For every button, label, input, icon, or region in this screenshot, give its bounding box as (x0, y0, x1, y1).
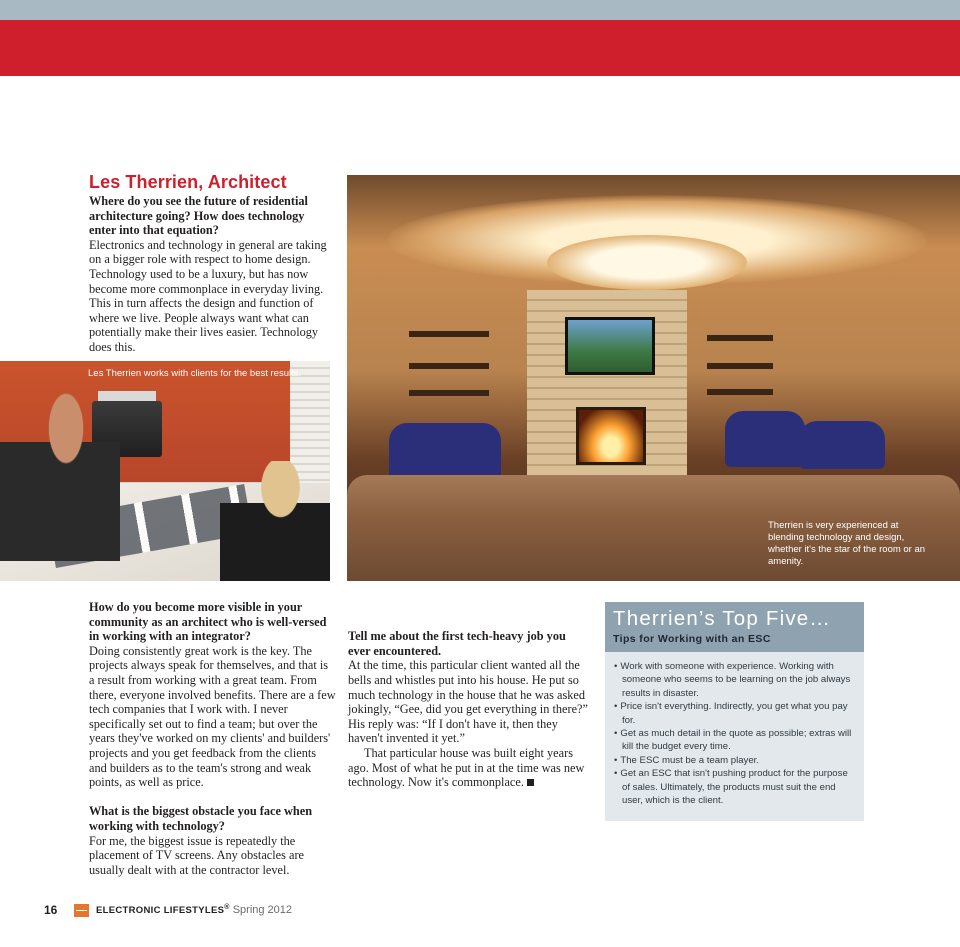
television (565, 317, 655, 375)
tip-item: • Get as much detail in the quote as possible; extras will kill the budget every time. (614, 727, 854, 754)
tip-item: • Work with someone with experience. Working with someone who seems to be learning on the job always results in disaster. (614, 660, 854, 700)
question-visibility: How do you become more visible in your community as an architect who is well-versed in working with an integrator? (89, 600, 327, 644)
living-room-caption: Therrien is very experienced at blending technology and design, whether it's the star of the room or an amenity. (768, 520, 926, 567)
page-footer (44, 903, 292, 917)
office-photo-caption: Les Therrien works with clients for the best results. (88, 368, 302, 379)
column-middle (348, 600, 588, 790)
answer-obstacle: For me, the biggest issue is repeatedly the placement of TV screens. Any obstacles are usually dealt with at the contractor level. (89, 833, 305, 877)
ceiling-dome (547, 235, 747, 290)
question-obstacle: What is the biggest obstacle you face when working with technology? (89, 804, 313, 833)
wall-shelf (707, 335, 773, 341)
tip-item: • Price isn't everything. Indirectly, you get what you pay for. (614, 700, 854, 727)
wall-shelf (409, 363, 489, 369)
sidebar-title: Therrien’s Top Five… (613, 607, 832, 630)
sidebar-header (605, 602, 864, 652)
answer-visibility: Doing consistently great work is the key. The projects always speak for themselves, and that is a result from working with a great team. From there, everyone involved benefits. There are a few tech companies that I work with. I never specifically set out to find a team; but over the years they've worked on my clients' and builders' projects and you get feedback from the clients and builders as to the team's strong and weak points, as well as price. (89, 643, 336, 790)
tips-list (605, 652, 864, 807)
article-title: Les Therrien, Architect (89, 172, 287, 192)
wall-shelf (409, 331, 489, 337)
answer-first-job: At the time, this particular client wanted all the bells and whistles put into his house. He put so much technology in the house that he was asked jokingly, “Gee, did you get everything in there?” His reply was: “If I don't have it, then they haven't invented it yet.” (348, 658, 588, 746)
top-color-band (0, 0, 960, 20)
wall-shelf (707, 389, 773, 395)
fireplace (576, 407, 646, 465)
armchair (389, 423, 501, 483)
office-photo (0, 361, 330, 581)
tip-item: • The ESC must be a team player. (614, 754, 854, 767)
end-mark-icon (527, 779, 534, 786)
tip-item: • Get an ESC that isn't pushing product for the purpose of sales. Ultimately, the products must suit the end user, which is the client. (614, 767, 854, 807)
wall-shelf (707, 363, 773, 369)
architect-figure (0, 391, 120, 561)
sidebar-subtitle: Tips for Working with an ESC (613, 633, 771, 645)
question-future: Where do you see the future of residential architecture going? How does technology enter into that equation? (89, 194, 308, 238)
page-number: 16 (44, 903, 58, 917)
armchair (799, 421, 885, 469)
header-red-band (0, 20, 960, 76)
wall-shelf (409, 390, 489, 396)
answer-first-job-continued: That particular house was built eight years ago. Most of what he put in at the time was new technology. Now it's commonplace. (348, 745, 585, 790)
intro-column (89, 194, 333, 355)
armchair (725, 411, 805, 467)
issue-date: Spring 2012 (232, 904, 293, 916)
question-first-job: Tell me about the first tech-heavy job you ever encountered. (348, 629, 566, 658)
client-figure (220, 461, 330, 581)
column-left (89, 600, 336, 877)
top-five-sidebar (605, 602, 864, 821)
answer-future: Electronics and technology in general are taking on a bigger role with respect to home design. Technology used to be a luxury, but has now become more commonplace in everyday living. This in turn affects the design and function of where we live. People always want what can potentially make their lives easier. Technology does this. (89, 237, 327, 354)
magazine-logo-icon (74, 904, 89, 917)
magazine-name: ELECTRONIC LIFESTYLES® (96, 903, 230, 917)
living-room-photo (347, 175, 960, 581)
